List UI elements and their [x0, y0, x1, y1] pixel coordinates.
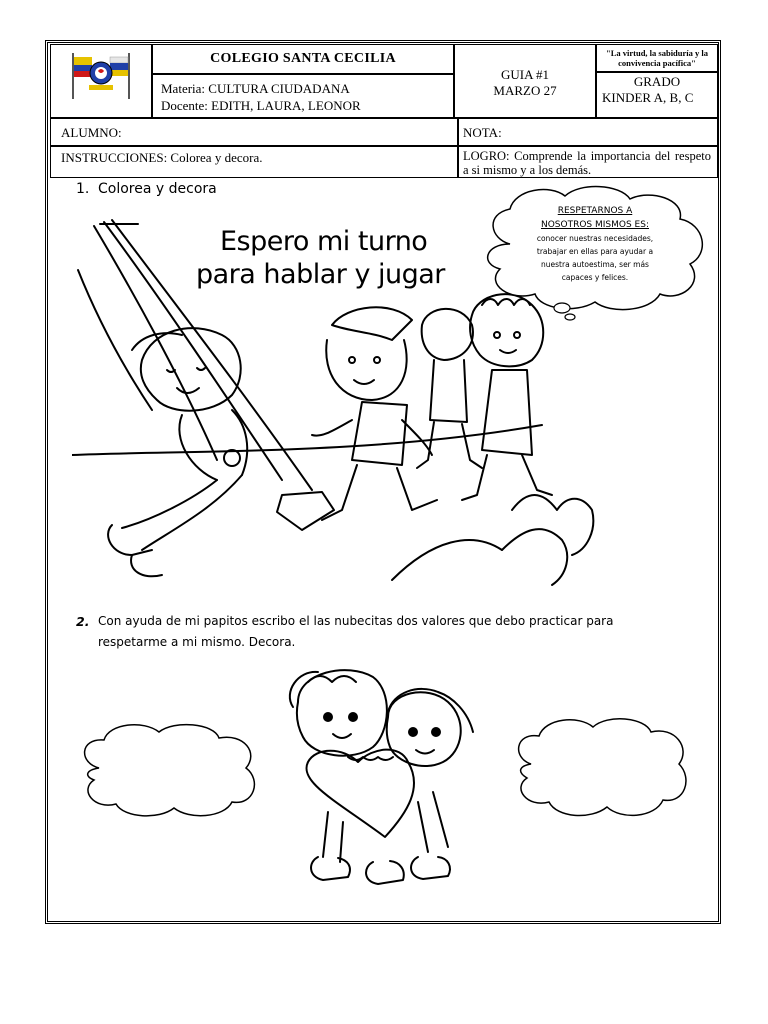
grade-cell — [596, 72, 718, 118]
student-name-cell[interactable] — [50, 118, 458, 146]
school-motto: "La virtud, la sabiduría y la convivencia pacífica" — [605, 48, 709, 68]
guide-date: MARZO 27 — [493, 83, 557, 98]
cloud-body-line-2: trabajar en ellas para ayudar a — [536, 247, 654, 256]
exercise-1-title-line-1: Espero mi turno — [220, 226, 428, 257]
guide-date-cell — [454, 44, 596, 118]
logo-cell — [50, 44, 152, 118]
subject-label: Materia: CULTURA CIUDADANA — [161, 81, 350, 96]
grade-value: KINDER A, B, C — [602, 90, 694, 105]
cloud-body-line-4: capaces y felices. — [561, 273, 629, 282]
instructions-text: INSTRUCCIONES: Colorea y decora. — [61, 150, 263, 165]
instructions-cell — [50, 146, 458, 178]
score-label: NOTA: — [463, 125, 502, 140]
school-name: COLEGIO SANTA CECILIA — [210, 51, 396, 66]
exercise-2-instruction-line-2: respetarme a mi mismo. Decora. — [98, 635, 296, 649]
grade-score-cell[interactable] — [458, 118, 718, 146]
student-label: ALUMNO: — [61, 125, 122, 140]
cloud-body-line-1: conocer nuestras necesidades, — [536, 234, 654, 243]
motto-cell — [596, 44, 718, 72]
exercise-1-instruction: Colorea y decora — [98, 181, 217, 197]
left-cloud[interactable] — [74, 718, 264, 823]
guide-number: GUIA #1 — [500, 67, 550, 82]
school-logo-icon — [51, 45, 151, 117]
children-heart-illustration — [278, 662, 493, 894]
exercise-2-number: 2. — [76, 614, 90, 629]
right-cloud[interactable] — [509, 712, 694, 824]
exercise-1-number: 1. — [76, 181, 90, 197]
school-name-cell — [152, 44, 454, 74]
achievement-cell — [458, 146, 718, 178]
exercise-1-title-line-2: para hablar y jugar — [196, 259, 445, 290]
achievement-text: LOGRO: Comprende la importancia del respeto a si mismo y a los demás. — [463, 149, 711, 177]
cloud-heading-line-2: NOSOTROS MISMOS ES: — [540, 220, 649, 230]
exercise-2-instruction-line-1: Con ayuda de mi papitos escribo el las nubecitas dos valores que debo practicar para — [98, 614, 614, 628]
grade-title: GRADO — [633, 74, 681, 89]
cloud-heading-line-1: RESPETARNOS A — [557, 206, 633, 216]
cloud-body-line-3: nuestra autoestima, ser más — [541, 260, 649, 269]
subject-teacher-cell — [152, 74, 454, 118]
teacher-label: Docente: EDITH, LAURA, LEONOR — [161, 98, 361, 113]
